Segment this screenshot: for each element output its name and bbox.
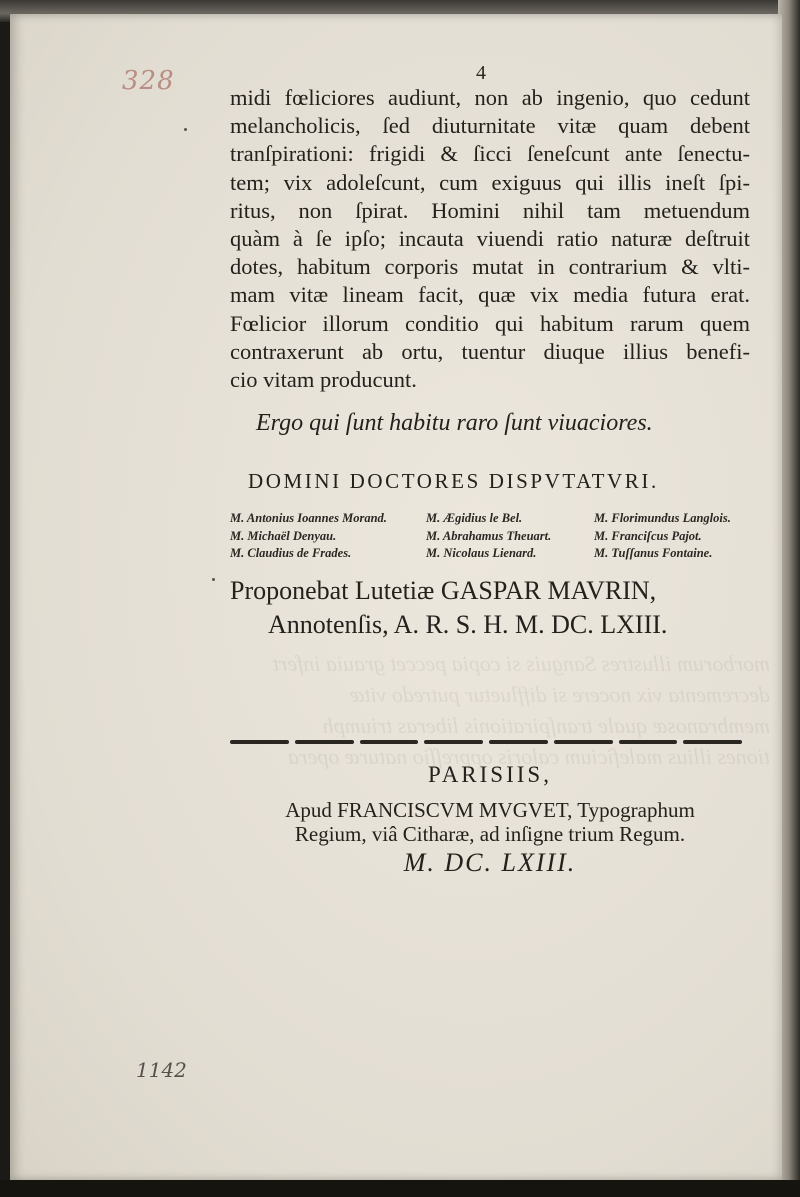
text-line: tranſpirationi: frigidi & ſicci ſeneſcunt ante ſenectu- [230,141,750,167]
doctor-name: M. Antonius Ioannes Morand. [230,511,387,525]
imprint-year: M. DC. LXIII. [403,848,577,877]
printers-rule [230,740,742,746]
ink-spot [184,128,187,131]
thesis-conclusion: Ergo qui ſunt habitu raro ſunt viuaciores. [256,410,653,436]
handwritten-folio-number: 328 [122,66,175,96]
text-line: ritus, non ſpirat. Homini nihil tam metuendum [230,197,750,223]
proponebat-line: Annotenſis, A. R. S. H. M. DC. LXIII. [268,610,668,639]
doctors-column-2 [426,510,551,563]
doctor-name: M. Tuſſanus Fontaine. [594,546,713,560]
imprint-printer: Apud FRANCISCVM MVGVET, Typographum [285,798,695,822]
text-line: Fœlicior illorum conditio qui habitum rarum quem [230,310,750,336]
doctors-column-3 [594,510,731,563]
text-line: midi fœliciores audiunt, non ab ingenio, quo cedunt [230,85,750,110]
ink-spot [212,578,215,581]
page-bottom-shadow [0,1180,800,1197]
text-line: dotes, habitum corporis mutat in contrarium & vlti- [230,254,750,280]
doctor-name: M. Michaël Denyau. [230,528,337,543]
text-line: quàm à ſe ipſo; incauta viuendi ratio naturæ deſtruit [230,226,750,252]
doctors-column-1 [230,510,387,563]
proponebat-line: Proponebat Lutetiæ GASPAR MAVRIN, [230,576,657,605]
doctors-heading: DOMINI DOCTORES DISPVTATVRI. [248,469,659,493]
doctor-name: M. Claudius de Frades. [230,546,352,560]
doctor-name: M. Franciſcus Pajot. [594,528,702,543]
doctor-name: M. Ægidius le Bel. [426,511,523,525]
text-line: cio vitam producunt. [230,367,417,393]
text-line: tem; vix adoleſcunt, cum exiguus qui illis ineſt ſpi- [230,169,750,195]
proponebat-block [230,574,667,642]
bleed-through-text: morborum illustres Sanguis si copia peccet grauia infert decrementa vix nocere si diffluetur putredo vitæ membranosæ quale tranſpirationis liberas triumph tiones illius maleficium caloris oppreſſio naturæ opera [272,651,770,769]
body-paragraph [230,84,750,394]
imprint-city: PARISIIS, [428,762,552,787]
text-line: mam vitæ lineam facit, quæ vix media futura erat. [230,282,750,308]
page-number: 4 [476,62,486,84]
handwritten-shelf-note: 1142 [136,1058,187,1082]
doctor-name: M. Florimundus Langlois. [594,511,731,525]
text-line: melancholicis, ſed diuturnitate vitæ quam debent [230,113,750,139]
text-line: contraxerunt ab ortu, tuentur diuque illius benefi- [230,338,750,364]
doctor-name: M. Nicolaus Lienard. [426,546,537,560]
doctor-name: M. Abrahamus Theuart. [426,528,552,543]
imprint-address: Regium, viâ Citharæ, ad inſigne trium Regum. [294,822,686,846]
